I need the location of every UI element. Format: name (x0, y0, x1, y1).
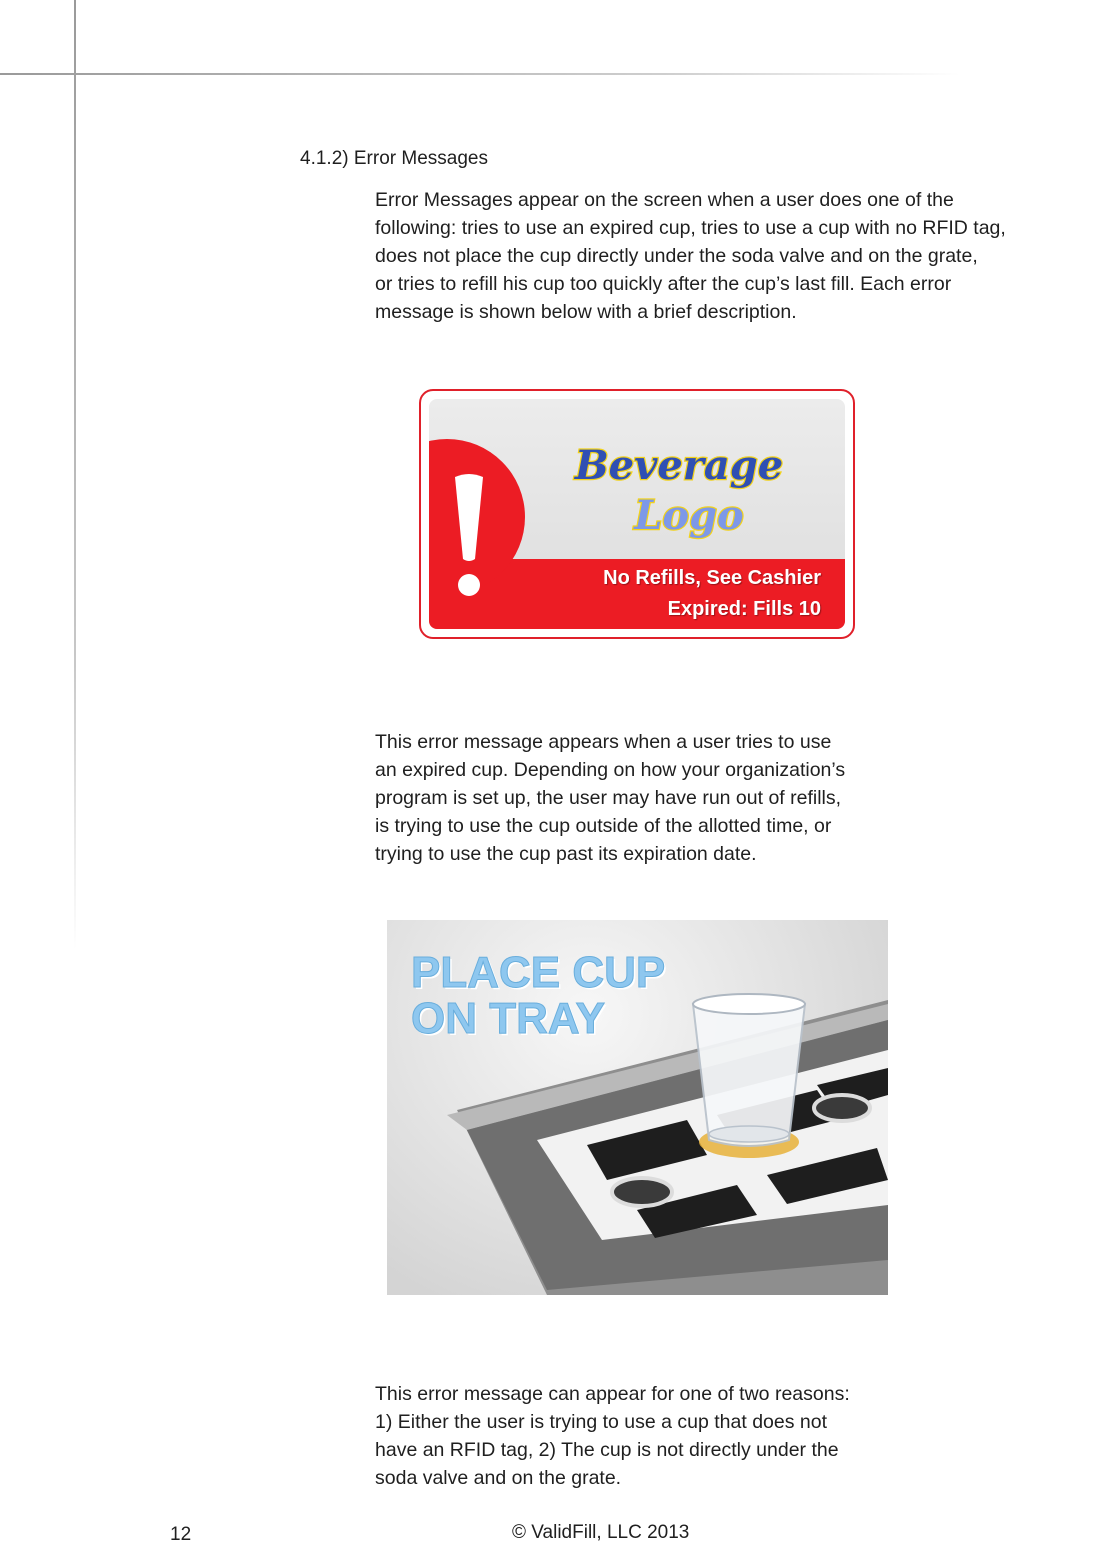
expired-cup-screen (419, 389, 855, 639)
page-margin-rule-vertical (74, 0, 76, 950)
logo-line-2: Logo (634, 492, 744, 539)
page-margin-rule-horizontal (0, 73, 960, 75)
place-cup-title: PLACE CUP ON TRAY (411, 948, 666, 1043)
place-cup-screen (387, 920, 888, 1295)
section-heading: 4.1.2) Error Messages (300, 148, 488, 169)
intro-paragraph: Error Messages appear on the screen when a user does one of the following: tries to use an expired cup, tries to use a cup with no RFID tag, does not place the cup directly under the soda valve and on the grate, or tries to refill his cup too quickly after the cup’s last fill. Each error message is shown below with a brief description. (375, 189, 1006, 323)
place-cup-description: This error message can appear for one of two reasons: 1) Either the user is trying to use a cup that does not have an RFID tag, 2) The cup is not directly under the soda valve and on the grate. (375, 1383, 850, 1489)
page-number: 12 (170, 1524, 192, 1545)
beverage-logo (559, 429, 799, 549)
logo-line-1: Beverage (574, 442, 784, 489)
exclamation-icon (445, 471, 493, 601)
expired-cup-description: This error message appears when a user tries to use an expired cup. Depending on how your organization’s program is set up, the user may have run out of refills, is trying to use the cup outside of the allotted time, or trying to use the cup past its expiration date. (375, 731, 846, 865)
banner-message-primary: No Refills, See Cashier (603, 567, 821, 589)
screen-display (429, 399, 845, 629)
copyright-notice: © ValidFill, LLC 2013 (512, 1522, 690, 1543)
banner-message-secondary: Expired: Fills 10 (667, 598, 821, 620)
